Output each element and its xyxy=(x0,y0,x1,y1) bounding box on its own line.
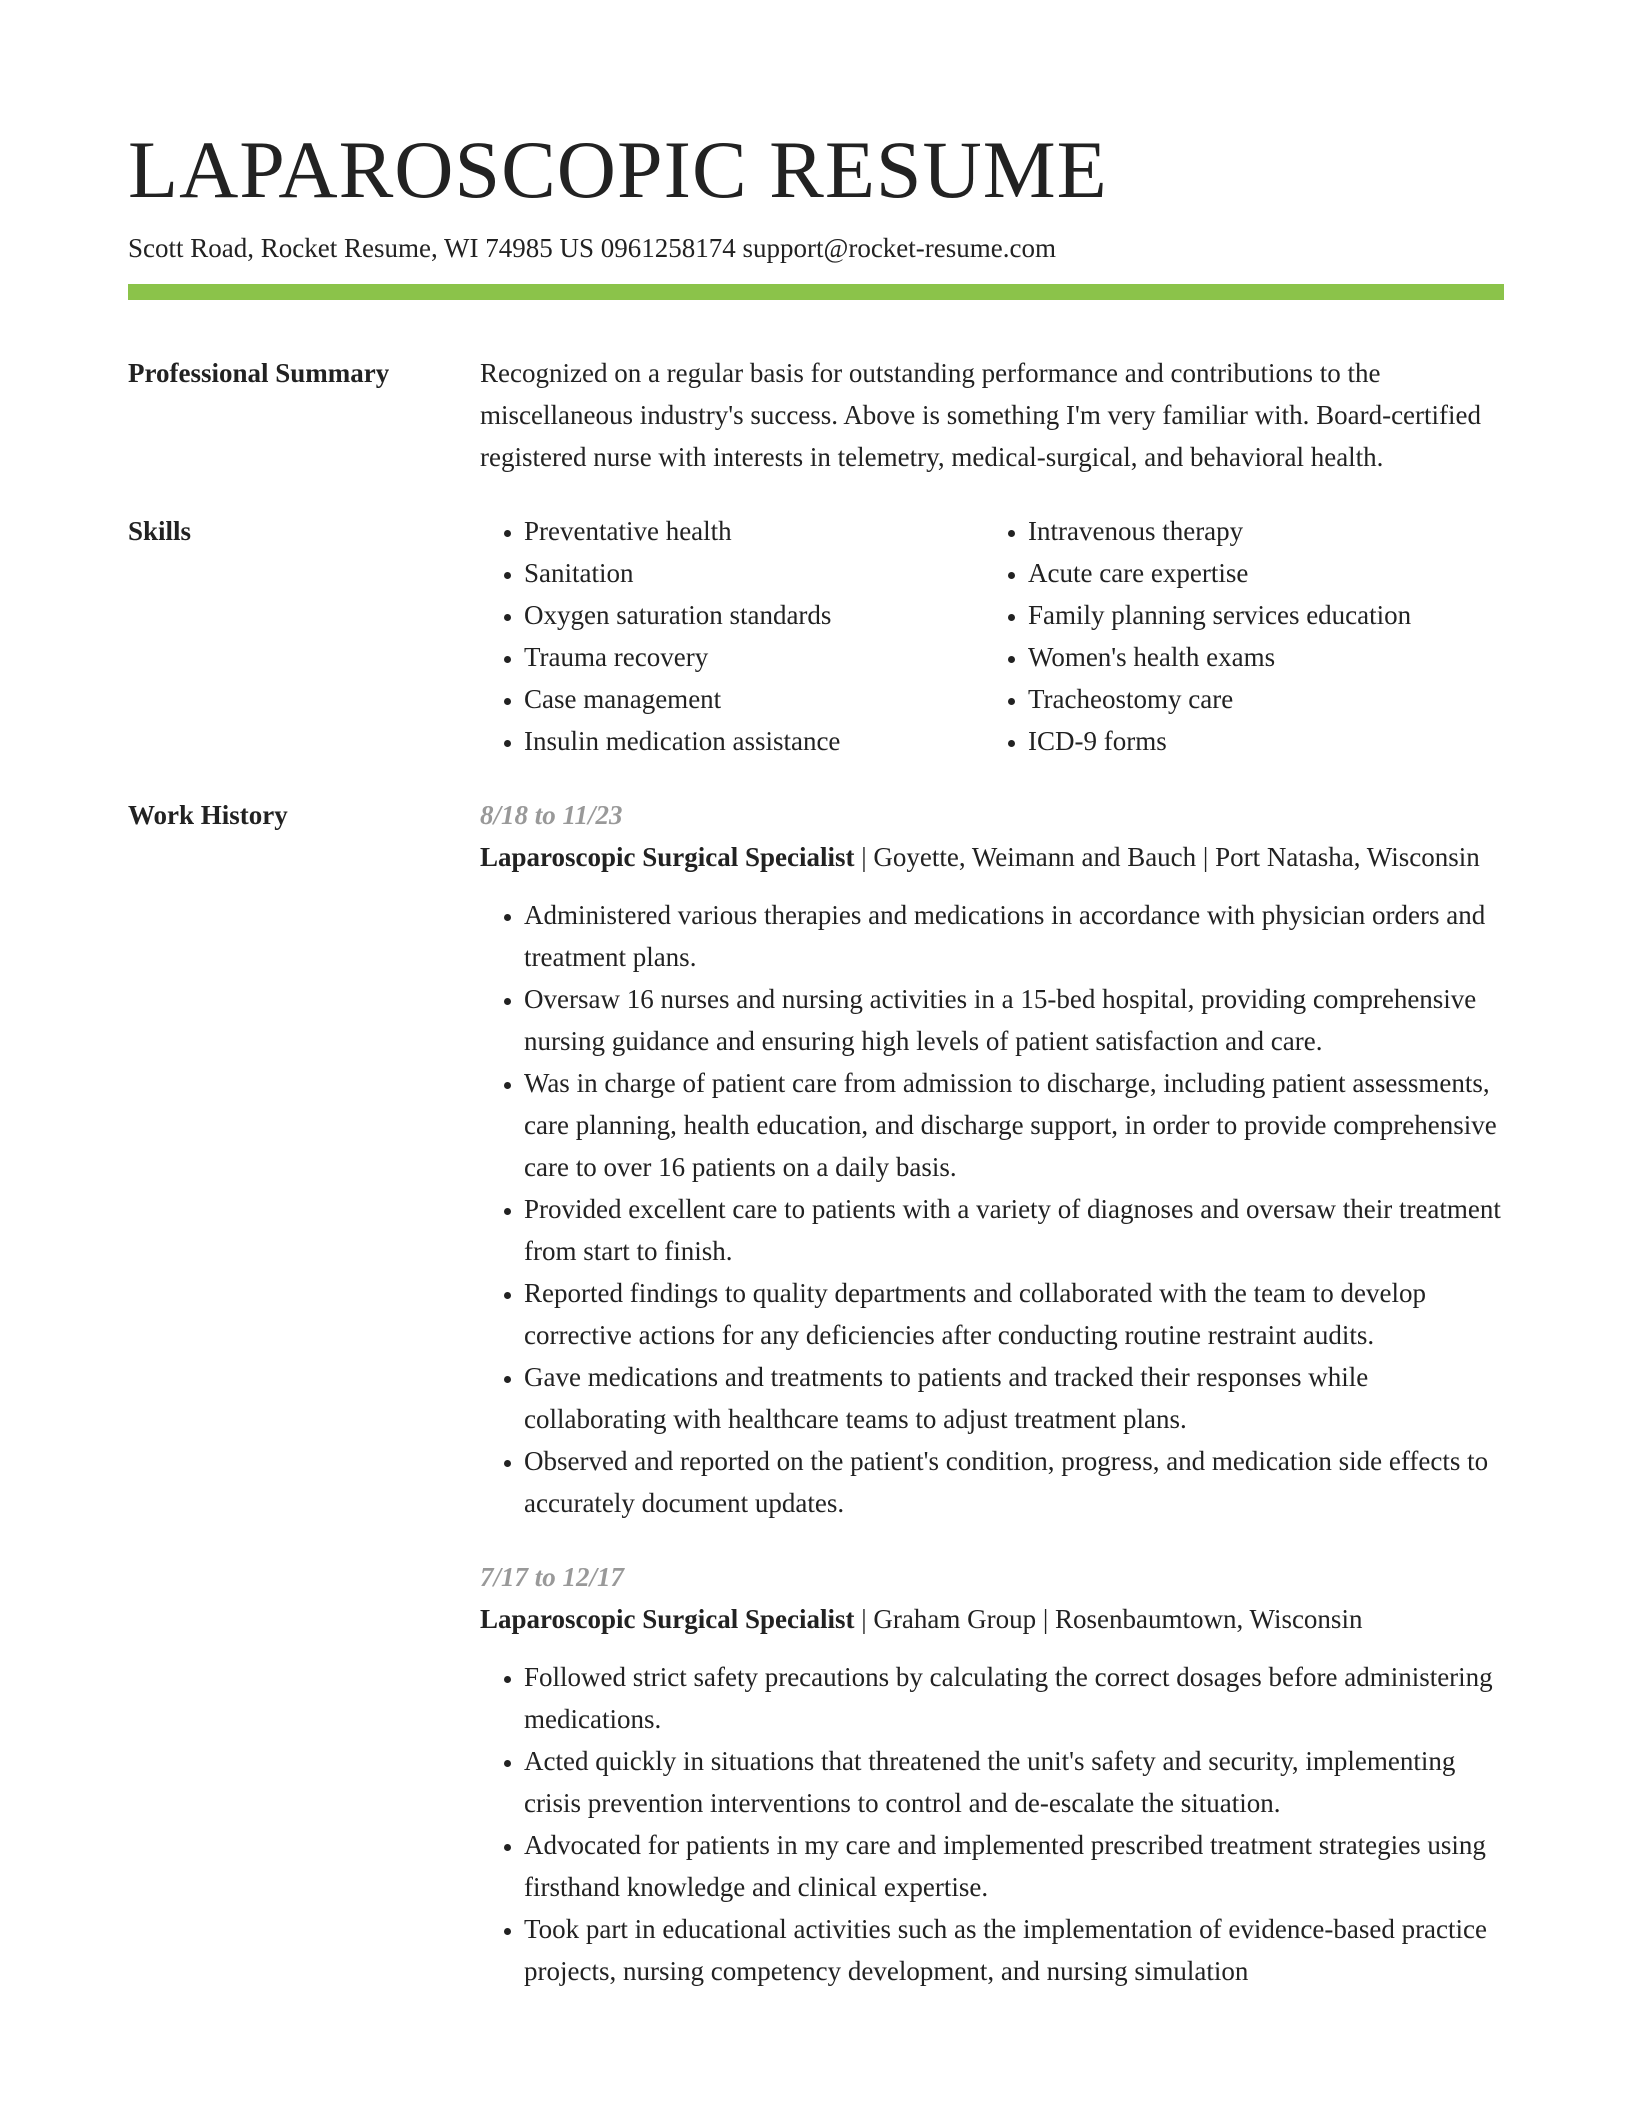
skill-item: • Family planning services education xyxy=(1028,594,1488,636)
job-entry xyxy=(480,794,1504,1524)
summary-text: Recognized on a regular basis for outstanding performance and contributions to the miscellaneous industry's success. Above is something I'm very familiar with. Board-certified registered nurse with interests in telemetry, medical-surgical, and behavioral health. xyxy=(480,358,1482,472)
summary-section xyxy=(128,352,1504,478)
skills-list-right xyxy=(984,510,1488,762)
job-bullet: • Oversaw 16 nurses and nursing activities in a 15-bed hospital, providing comprehensive nursing guidance and ensuring high levels of patient satisfaction and care. xyxy=(524,978,1504,1062)
job-bullet: • Was in charge of patient care from admission to discharge, including patient assessments, care planning, health education, and discharge support, in order to provide comprehensive care to over 16 patients on a daily basis. xyxy=(524,1062,1504,1188)
job-bullet: • Took part in educational activities such as the implementation of evidence-based practice projects, nursing competency development, and nursing simulation xyxy=(524,1908,1504,1992)
job-title-line xyxy=(480,836,1504,878)
job-bullet: • Gave medications and treatments to patients and tracked their responses while collaborating with healthcare teams to adjust treatment plans. xyxy=(524,1356,1504,1440)
skill-item: • Insulin medication assistance xyxy=(524,720,984,762)
resume-page xyxy=(128,0,1504,2024)
skill-item: • Oxygen saturation standards xyxy=(524,594,984,636)
job-bullet: • Administered various therapies and medications in accordance with physician orders and treatment plans. xyxy=(524,894,1504,978)
job-bullet-list xyxy=(480,894,1504,1524)
skill-item: • Intravenous therapy xyxy=(1028,510,1488,552)
summary-label: Professional Summary xyxy=(128,358,390,388)
skill-item: • Trauma recovery xyxy=(524,636,984,678)
job-dates: 7/17 to 12/17 xyxy=(480,1562,625,1592)
skills-list-left xyxy=(480,510,984,762)
contact-line: Scott Road, Rocket Resume, WI 74985 US 0961258174 support@rocket-resume.com xyxy=(128,233,1056,263)
skill-item: • Acute care expertise xyxy=(1028,552,1488,594)
skill-item: • Women's health exams xyxy=(1028,636,1488,678)
skill-item: • Sanitation xyxy=(524,552,984,594)
job-bullet: • Followed strict safety precautions by calculating the correct dosages before administering medications. xyxy=(524,1656,1504,1740)
job-title-line xyxy=(480,1598,1504,1640)
job-employer-location: | Graham Group | Rosenbaumtown, Wisconsin xyxy=(854,1604,1363,1634)
job-employer-location: | Goyette, Weimann and Bauch | Port Natasha, Wisconsin xyxy=(854,842,1480,872)
job-bullet-list xyxy=(480,1656,1504,1992)
skill-item: • Preventative health xyxy=(524,510,984,552)
work-history-label: Work History xyxy=(128,800,288,830)
job-bullet: • Acted quickly in situations that threatened the unit's safety and security, implementing crisis prevention interventions to control and de-escalate the situation. xyxy=(524,1740,1504,1824)
job-entry xyxy=(480,1556,1504,1992)
skills-label: Skills xyxy=(128,516,192,546)
skill-item: • ICD-9 forms xyxy=(1028,720,1488,762)
job-bullet: • Provided excellent care to patients with a variety of diagnoses and oversaw their treatment from start to finish. xyxy=(524,1188,1504,1272)
skills-section xyxy=(128,510,1504,762)
job-dates: 8/18 to 11/23 xyxy=(480,800,623,830)
work-history-section xyxy=(128,794,1504,2024)
job-bullet: • Reported findings to quality departments and collaborated with the team to develop corrective actions for any deficiencies after conducting routine restraint audits. xyxy=(524,1272,1504,1356)
skill-item: • Tracheostomy care xyxy=(1028,678,1488,720)
job-title: Laparoscopic Surgical Specialist xyxy=(480,842,855,872)
job-bullet: • Advocated for patients in my care and implemented prescribed treatment strategies using firsthand knowledge and clinical expertise. xyxy=(524,1824,1504,1908)
skill-item: • Case management xyxy=(524,678,984,720)
resume-name: LAPAROSCOPIC RESUME xyxy=(128,124,1108,215)
header-accent-rule xyxy=(128,284,1504,300)
job-title: Laparoscopic Surgical Specialist xyxy=(480,1604,855,1634)
job-bullet: • Observed and reported on the patient's condition, progress, and medication side effects to accurately document updates. xyxy=(524,1440,1504,1524)
